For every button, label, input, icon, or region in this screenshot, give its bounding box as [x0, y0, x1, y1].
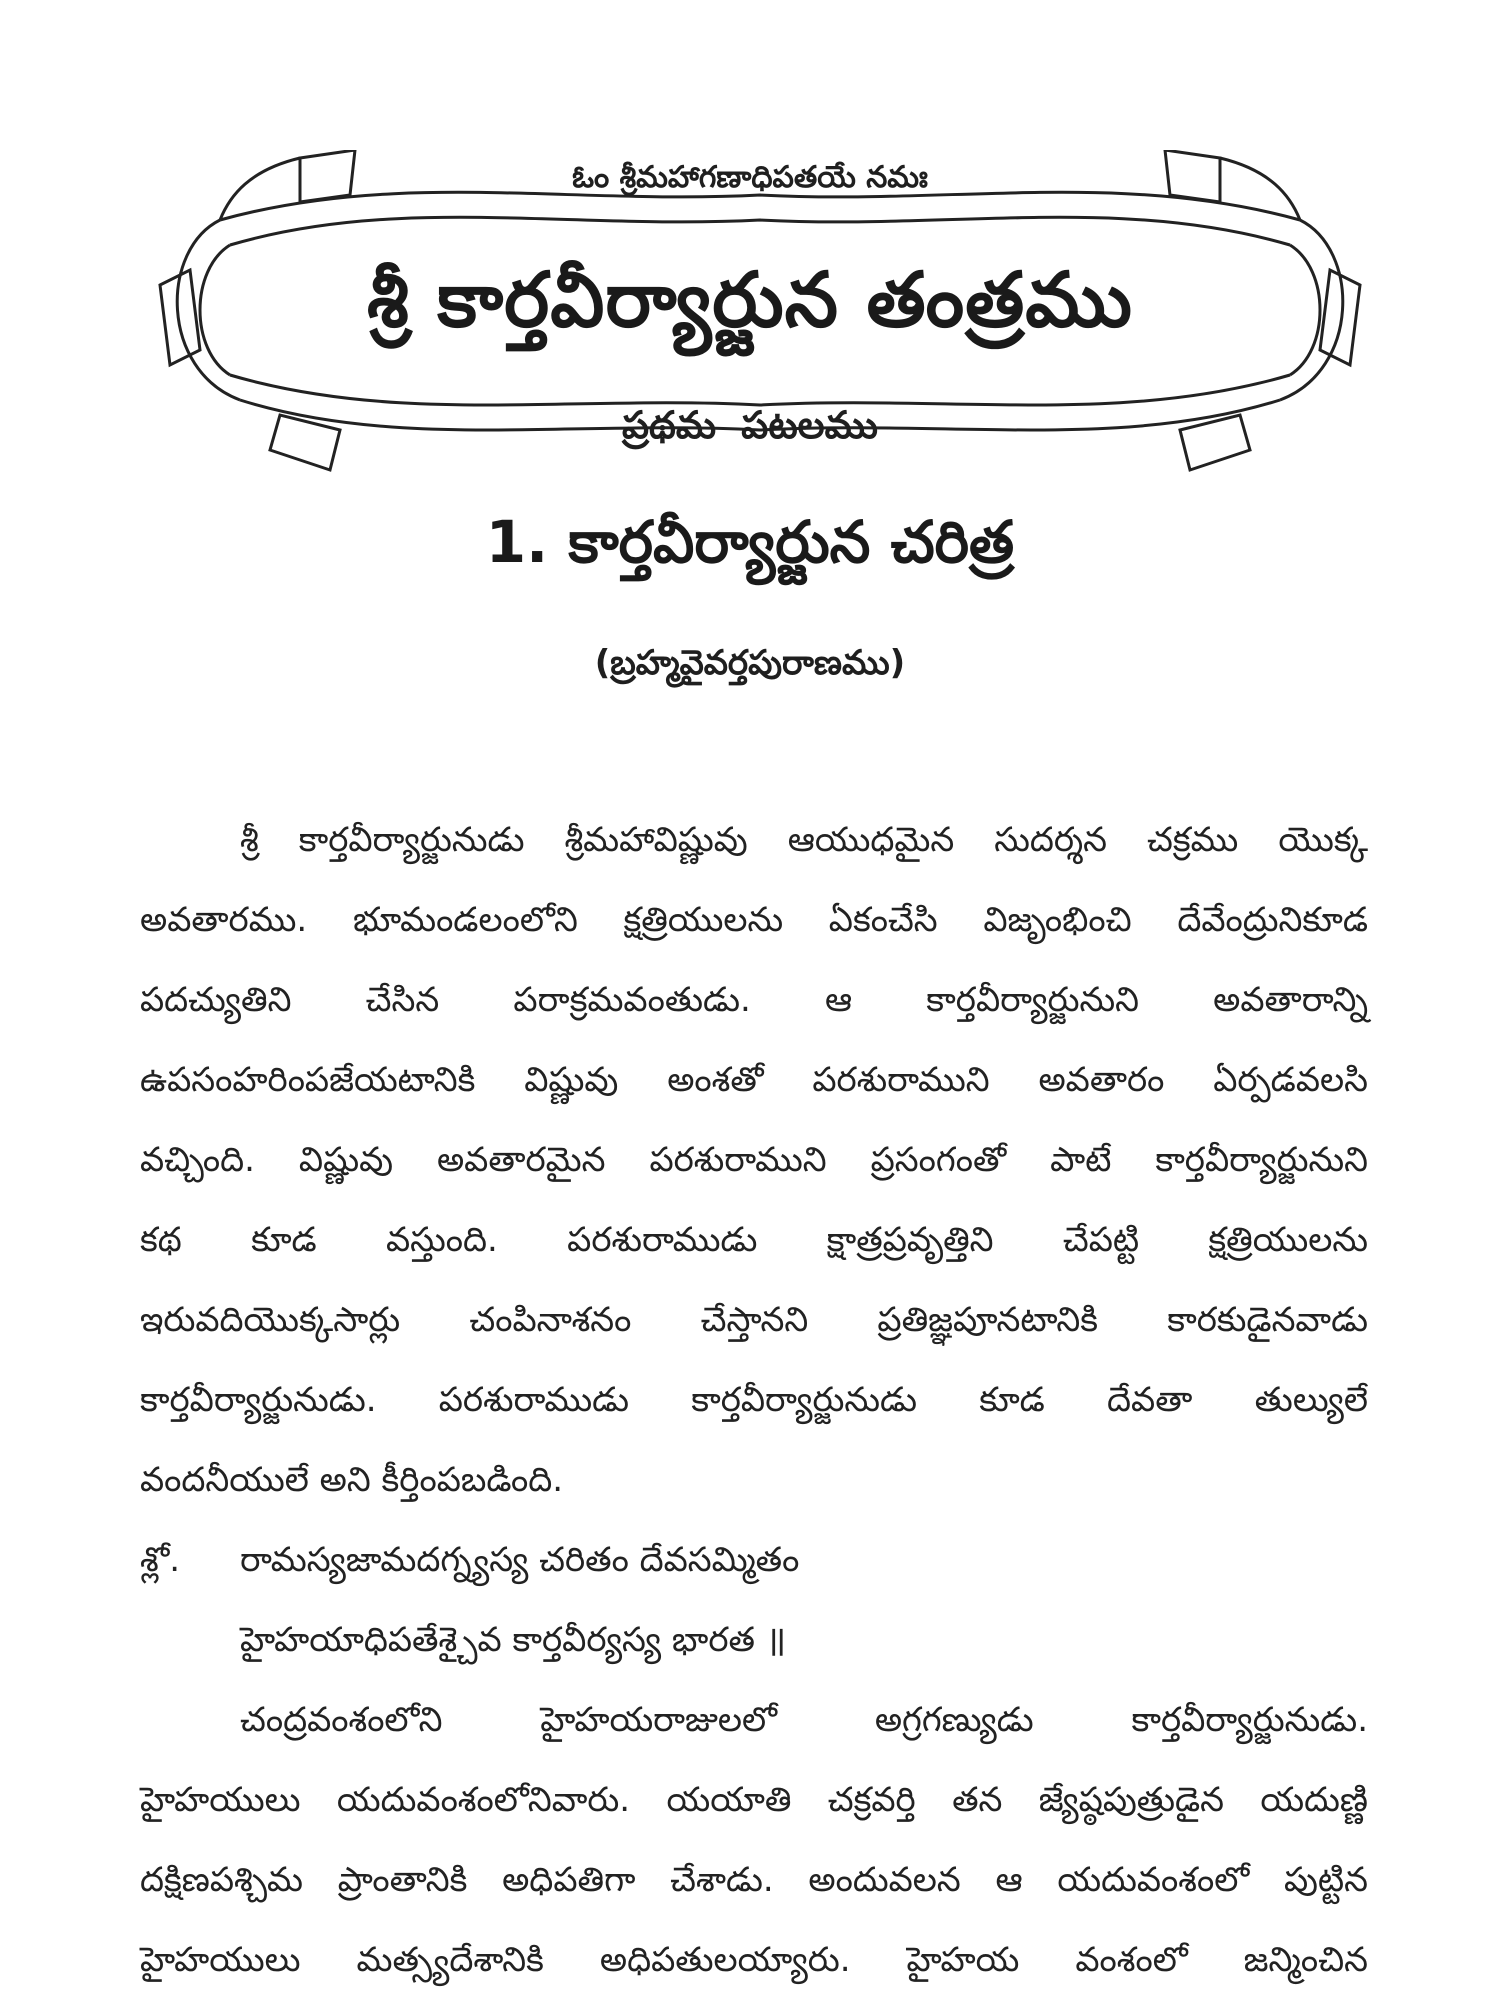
paragraph-line: శ్రీ కార్తవీర్యార్జునుడు శ్రీమహావిష్ణువు ఆయుధమైన సుదర్శన చక్రము యొక్క [240, 820, 1368, 860]
paragraph-line: కార్తవీర్యార్జునుడు. పరశురాముడు కార్తవీర్యార్జునుడు కూడ దేవతా తుల్యులే [140, 1380, 1368, 1420]
paragraph-line: అవతారము. భూమండలంలోని క్షత్రియులను ఏకంచేసి విజృంభించి దేవేంద్రునికూడ [140, 900, 1368, 940]
paragraph-line: పదచ్యుతిని చేసిన పరాక్రమవంతుడు. ఆ కార్తవీర్యార్జునుని అవతారాన్ని [140, 980, 1368, 1020]
paragraph-line: చంద్రవంశంలోని హైహయరాజులలో అగ్రగణ్యుడు కార్తవీర్యార్జునుడు. [240, 1700, 1368, 1740]
verse-line [140, 1520, 1368, 1600]
verse-text: హైహయాధిపతేశ్చైవ కార్తవీర్యస్య భారత ॥ [240, 1620, 787, 1660]
paragraph-line: దక్షిణపశ్చిమ ప్రాంతానికి అధిపతిగా చేశాడు. అందువలన ఆ యదువంశంలో పుట్టిన [140, 1860, 1368, 1900]
book-title: శ్రీ కార్తవీర్యార్జున తంత్రము [367, 255, 1133, 344]
paragraph-line: హైహయులు యదువంశంలోనివారు. యయాతి చక్రవర్తి తన జ్యేష్ఠపుత్రుడైన యదుణ్ణి [140, 1780, 1368, 1820]
source-reference: (బ్రహ్మవైవర్తపురాణము) [594, 643, 906, 683]
paragraph-line: ఉపసంహరింపజేయటానికి విష్ణువు అంశతో పరశురాముని అవతారం ఏర్పడవలసి [140, 1060, 1368, 1100]
paragraph-line: ఇరువదియొక్కసార్లు చంపినాశనం చేస్తానని ప్రతిజ్ఞపూనటానికి కారకుడైనవాడు [140, 1300, 1368, 1340]
verse-text: రామస్యజామదగ్న్యస్య చరితం దేవసమ్మితం [240, 1540, 800, 1580]
chapter-title: 1. కార్తవీర్యార్జున చరిత్ర [485, 508, 1015, 576]
paragraph-line: కథ కూడ వస్తుంది. పరశురాముడు క్షాత్రప్రవృత్తిని చేపట్టి క్షత్రియులను [140, 1220, 1368, 1260]
paragraph-line: వందనీయులే అని కీర్తింపబడింది. [140, 1460, 564, 1500]
body-text [140, 800, 1368, 2000]
verse-line [140, 1600, 1368, 1680]
paragraph-line: హైహయులు మత్స్యదేశానికి అధిపతులయ్యారు. హైహయ వంశంలో జన్మించిన [140, 1940, 1368, 1980]
section-subtitle: ప్రథమ పటలము [622, 403, 878, 447]
paragraph-line: వచ్చింది. విష్ణువు అవతారమైన పరశురాముని ప్రసంగంతో పాటే కార్తవీర్యార్జునుని [140, 1140, 1368, 1180]
verse-marker: శ్లో. [140, 1540, 181, 1580]
invocation-line: ఓం శ్రీమహాగణాధిపతయే నమః [572, 160, 928, 195]
